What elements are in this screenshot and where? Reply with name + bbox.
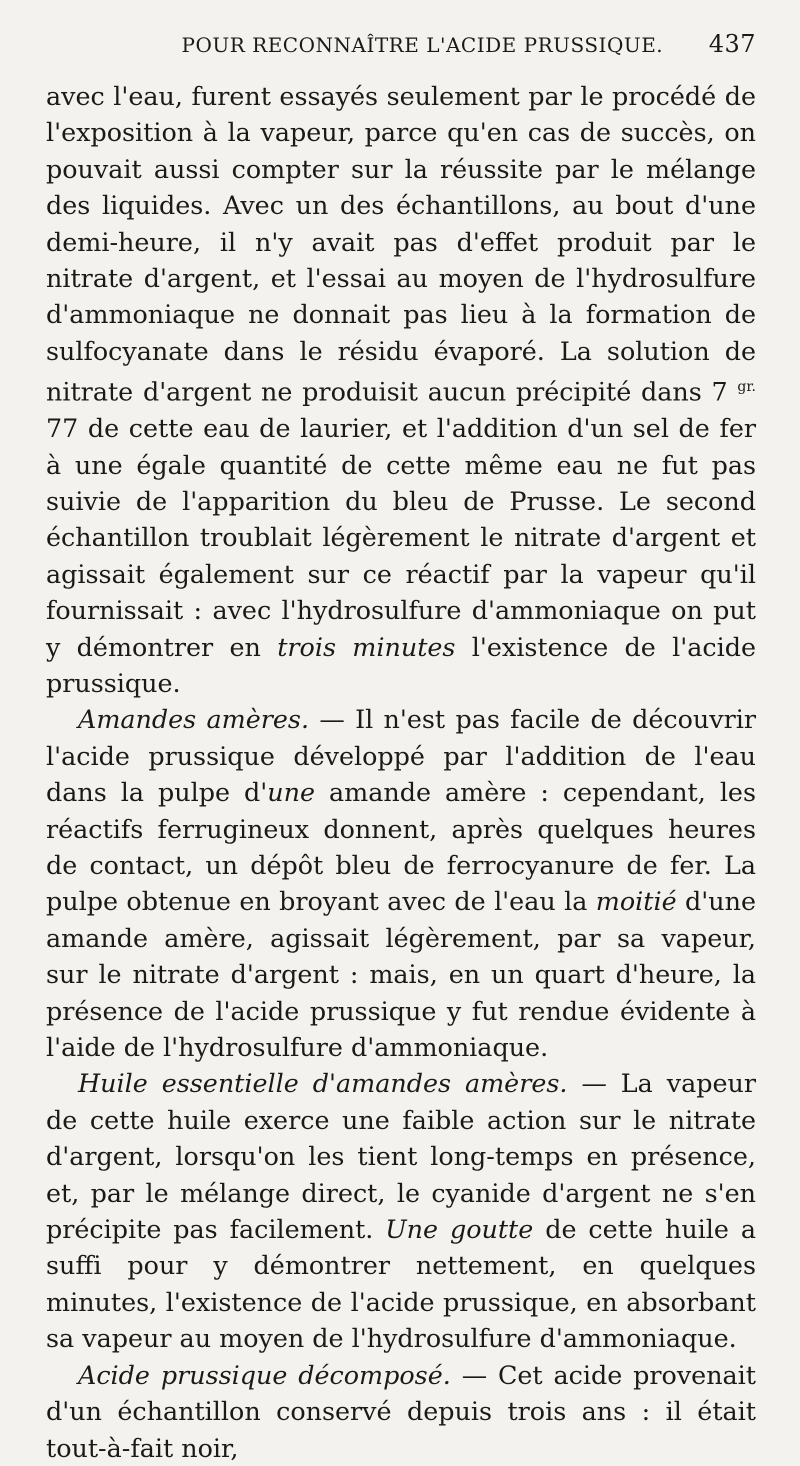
paragraph-3-text-b: de cette huile a suffi pour y démontrer nettement, en quelques minutes, l'existence de l'acide prussique, en absorbant sa vapeur au moyen de l'hydrosulfure d'ammoniaque. <box>46 1214 756 1354</box>
unit-grams: gr. <box>737 379 756 396</box>
paragraph-4-text-a: — Cet acide provenait d'un échantillon conservé depuis trois ans : il était tout-à-fait noir, <box>46 1359 757 1463</box>
page-number: 437 <box>708 30 756 58</box>
paragraph-2-emphasis-2: moitié <box>595 886 677 917</box>
paragraph-1-text-c: l'existence de l'acide prussique. <box>46 631 757 698</box>
paragraph-3-text-a: — La vapeur de cette huile exerce une faible action sur le nitrate d'argent, lorsqu'on les tient long-temps en présence, et, par le mélange direct, le cyanide d'argent ne s'en précipite pas facilement. <box>46 1068 757 1245</box>
paragraph-2-text-a: — Il n'est pas facile de découvrir l'acide prussique développé par l'addition de l'eau dans la pulpe d' <box>46 704 757 808</box>
paragraph-2-heading: Amandes amères. <box>78 704 310 735</box>
paragraph-2-text-b: amande amère : cependant, les réactifs ferrugineux donnent, après quelques heures de contact, un dépôt bleu de ferrocyanure de fer. La pulpe obtenue en broyant avec de l'eau la <box>46 777 756 917</box>
paragraph-1-text-a: avec l'eau, furent essayés seulement par le procédé de l'exposition à la vapeur, parce qu'en cas de succès, on pouvait aussi compter sur la réussite par le mélange des liquides. Avec un des échantillons, au bout d'une demi-heure, il n'y avait pas d'effet produit par le nitrate d'argent, et l'essai au moyen de l'hydrosulfure d'ammoniaque ne donnait pas lieu à la formation de sulfocyanate dans le résidu évaporé. La solution de nitrate d'argent ne produisit aucun précipité dans 7 <box>46 81 756 407</box>
paragraph-3 <box>46 1065 756 1356</box>
running-head <box>46 30 756 74</box>
paragraph-1-text-b: 77 de cette eau de laurier, et l'addition d'un sel de fer à une égale quantité de cette même eau ne fut pas suivie de l'apparition du bleu de Prusse. Le second échantillon troublait légèrement le nitrate d'argent et agissait également sur ce réactif par la vapeur qu'il fournissait : avec l'hydrosulfure d'ammoniaque on put y démontrer en <box>46 413 756 662</box>
body-text <box>46 78 756 1466</box>
paragraph-3-emphasis: Une goutte <box>385 1214 534 1245</box>
running-title: POUR RECONNAÎTRE L'ACIDE PRUSSIQUE. <box>181 33 664 57</box>
paragraph-3-heading: Huile essentielle d'amandes amères. <box>78 1068 568 1099</box>
paragraph-4 <box>46 1357 756 1466</box>
paragraph-1-emphasis: trois minutes <box>277 631 456 662</box>
paragraph-2-text-c: d'une amande amère, agissait légèrement, par sa vapeur, sur le nitrate d'argent : mais, en un quart d'heure, la présence de l'acide prussique y fut rendue évidente à l'aide de l'hydrosulfure d'ammoniaque. <box>46 886 756 1063</box>
paragraph-4-heading: Acide prussique décomposé. <box>78 1359 451 1390</box>
paragraph-1 <box>46 78 756 701</box>
paragraph-2 <box>46 701 756 1065</box>
paragraph-2-emphasis-1: une <box>267 777 315 808</box>
